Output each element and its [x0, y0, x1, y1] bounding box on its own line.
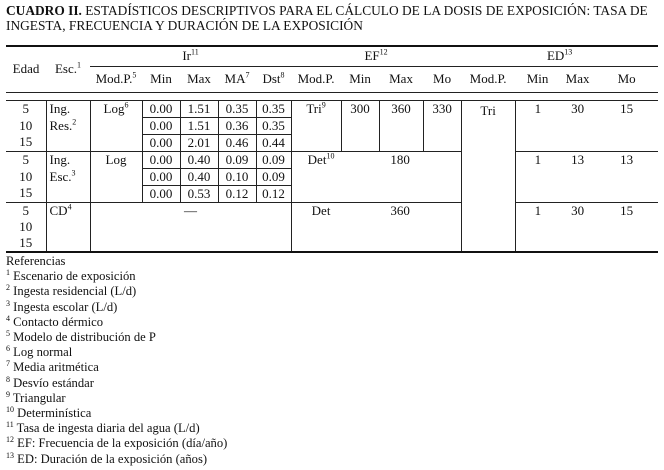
age-cell: 15: [6, 134, 46, 151]
header-ef-min: Min: [341, 66, 379, 92]
ir-dst-cell: 0.09: [256, 168, 291, 185]
header-ed-min: Min: [515, 66, 560, 92]
ef-min-cell: 300: [341, 100, 379, 117]
age-cell: 15: [6, 235, 46, 252]
ed-mo-cell: 13: [620, 151, 634, 167]
reference-item: $^6$ Log normal: [6, 344, 73, 360]
ef-det-cell: Det$^{10}$ 180: [291, 151, 461, 168]
reference-item: $^{11}$ Tasa de ingesta diaria del agua (L/d): [6, 420, 200, 436]
header-ef-modp: Mod.P.: [291, 66, 341, 92]
table-row: [6, 134, 658, 151]
ef-modp-cell: Tri$^9$: [291, 100, 341, 117]
ir-max-cell: 1.51: [180, 117, 218, 134]
header-ef: EF$^{12}$: [364, 47, 388, 64]
ir-dst-cell: 0.09: [256, 151, 291, 168]
header-esc: Esc.$^1$: [54, 60, 82, 77]
reference-item: $^4$ Contacto dérmico: [6, 313, 104, 329]
age-cell: 5: [6, 151, 46, 168]
ef-mo-cell: 330: [423, 100, 461, 117]
table-row: [6, 202, 658, 219]
ir-ma-cell: 0.36: [218, 117, 256, 134]
ed-modp-cell: Tri: [461, 100, 515, 252]
scenario-cell: $CD^4$: [49, 202, 72, 218]
ir-min-cell: 0.00: [142, 117, 180, 134]
table-row: [6, 100, 658, 117]
ir-min-cell: 0.00: [142, 151, 180, 168]
reference-item: $^{12}$ EF: Frecuencia de la exposición (día/año): [6, 435, 228, 451]
reference-item: $^8$ Desvío estándar: [6, 374, 94, 390]
age-cell: 10: [6, 168, 46, 185]
references-heading: Referencias: [6, 254, 66, 268]
ir-ma-cell: 0.09: [218, 151, 256, 168]
ir-ma-cell: 0.46: [218, 134, 256, 151]
header-ir-modp: Mod.P.$^5$: [90, 66, 142, 92]
age-cell: 5: [6, 100, 46, 117]
reference-item: $^1$ Escenario de exposición: [6, 268, 136, 284]
scenario-cell: Esc.$^3$: [49, 168, 76, 184]
ed-mo-cell: 15: [620, 100, 634, 116]
header-ir-ma: $MA^7$: [218, 66, 256, 92]
ed-max-cell: 13: [571, 151, 585, 167]
header-ed-max: Max: [560, 66, 595, 92]
table-row: [6, 185, 658, 202]
ef-max-cell: 360: [379, 100, 423, 117]
reference-item: $^5$ Modelo de distribución de P: [6, 328, 156, 345]
header-ir: Ir$^{11}$: [182, 47, 199, 64]
age-cell: 10: [6, 219, 46, 235]
header-ir-dst: Dst$^8$: [256, 66, 291, 92]
table-label: CUADRO II.: [6, 3, 82, 18]
age-cell: 15: [6, 185, 46, 202]
header-edad: Edad: [12, 61, 40, 77]
ir-max-cell: 0.53: [180, 185, 218, 202]
ir-dash-cell: —: [90, 202, 291, 219]
table-title-text: ESTADÍSTICOS DESCRIPTIVOS PARA EL CÁLCULO DE LA DOSIS DE EXPOSICIÓN: TASA DE INGESTA, FRECUENCIA Y DURACIÓN DE LA EXPOSICIÓN: [6, 3, 648, 33]
ed-max-cell: 30: [571, 202, 585, 218]
ir-max-cell: 0.40: [180, 168, 218, 185]
ir-ma-cell: 0.35: [218, 100, 256, 117]
reference-item: $^7$ Media aritmética: [6, 359, 99, 375]
references: [6, 254, 658, 467]
reference-item: $^{10}$ Determinística: [6, 404, 92, 421]
header-ed-modp: Mod.P.: [461, 66, 515, 92]
ir-max-cell: 2.01: [180, 134, 218, 151]
header-ir-max: Max: [180, 66, 218, 92]
ir-dst-cell: 0.35: [256, 100, 291, 117]
reference-item: $^3$ Ingesta escolar (L/d): [6, 298, 118, 314]
reference-item: $^{13}$ ED: Duración de la exposición (años): [6, 450, 208, 466]
ir-max-cell: 0.40: [180, 151, 218, 168]
scenario-cell: Ing.: [49, 100, 71, 116]
ir-dst-cell: 0.44: [256, 134, 291, 151]
ir-min-cell: 0.00: [142, 100, 180, 117]
ir-min-cell: 0.00: [142, 168, 180, 185]
age-cell: 10: [6, 117, 46, 134]
header-ef-mo: Mo: [423, 66, 461, 92]
ir-modp-cell: Log$^6$: [90, 100, 142, 117]
ed-min-cell: 1: [534, 202, 542, 218]
ed-min-cell: 1: [534, 100, 542, 116]
scenario-cell: Res.$^2$: [49, 117, 77, 133]
ed-mo-cell: 15: [620, 202, 634, 218]
ir-ma-cell: 0.12: [218, 185, 256, 202]
age-cell: 5: [6, 202, 46, 219]
header-ir-min: Min: [142, 66, 180, 92]
ir-modp-cell: Log: [90, 151, 142, 168]
ir-max-cell: 1.51: [180, 100, 218, 117]
table-row: [6, 117, 658, 134]
header-ef-max: Max: [379, 66, 423, 92]
scenario-cell: Ing.: [49, 151, 71, 167]
header-ed: ED$^{13}$: [546, 47, 573, 64]
table-title: [6, 3, 658, 33]
ir-ma-cell: 0.10: [218, 168, 256, 185]
table-row: [6, 168, 658, 185]
ir-min-cell: 0.00: [142, 134, 180, 151]
ed-min-cell: 1: [534, 151, 542, 167]
table-row: [6, 151, 658, 168]
table-row: [6, 235, 658, 252]
reference-item: $^9$ Triangular: [6, 389, 66, 405]
table-row: [6, 219, 658, 235]
ir-dst-cell: 0.12: [256, 185, 291, 202]
ir-dst-cell: 0.35: [256, 117, 291, 134]
ir-min-cell: 0.00: [142, 185, 180, 202]
ef-det-cell: Det 360: [291, 202, 461, 219]
header-ed-mo: Mo: [595, 66, 658, 92]
ed-max-cell: 30: [571, 100, 585, 116]
statistics-table: [6, 45, 658, 253]
reference-item: $^2$ Ingesta residencial (L/d): [6, 283, 137, 299]
